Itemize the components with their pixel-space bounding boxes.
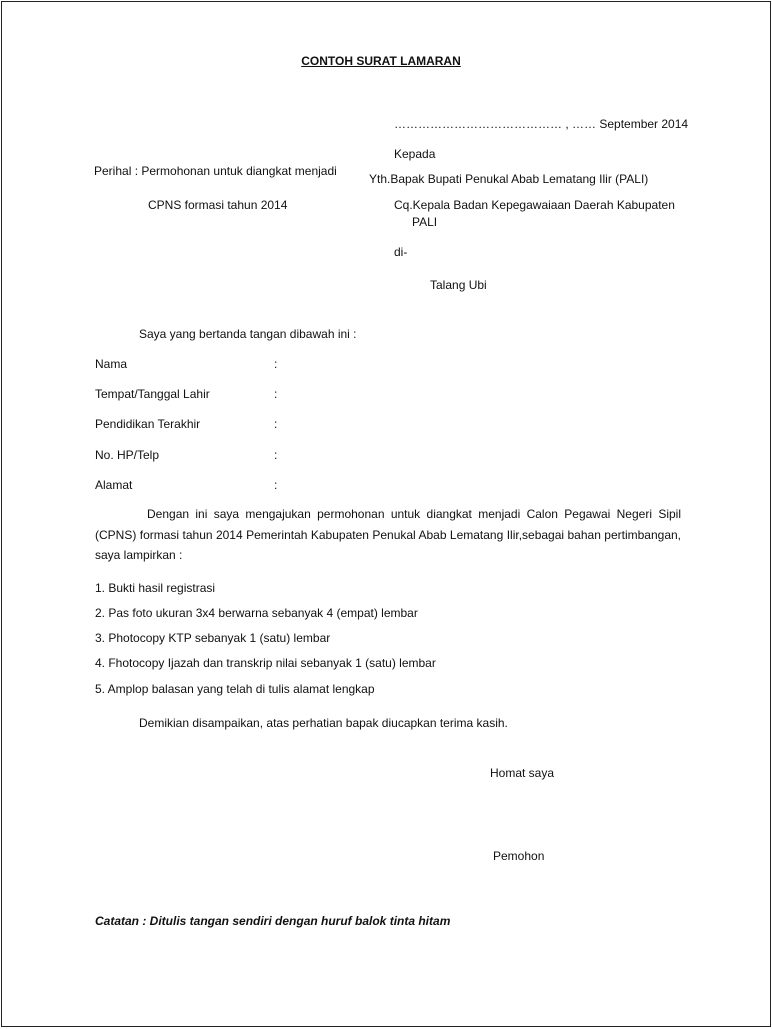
subject-continuation: CPNS formasi tahun 2014 xyxy=(148,198,288,212)
recipient-cq-line2: PALI xyxy=(412,215,438,229)
letter-page xyxy=(1,1,771,1027)
body-paragraph xyxy=(95,504,681,566)
date-line: …………………………………… , …… September 2014 xyxy=(394,117,689,131)
recipient-cq-line1: Cq.Kepala Badan Kepegawaiaan Daerah Kabupaten xyxy=(394,198,675,212)
closing-line: Demikian disampaikan, atas perhatian bapak diucapkan terima kasih. xyxy=(139,716,508,730)
letter-title: CONTOH SURAT LAMARAN xyxy=(301,54,461,68)
attachment-item-5: 5. Amplop balasan yang telah di tulis alamat lengkap xyxy=(95,682,375,696)
attachment-item-2: 2. Pas foto ukuran 3x4 berwarna sebanyak 4 (empat) lembar xyxy=(95,606,418,620)
field-label-telp: No. HP/Telp xyxy=(95,448,160,462)
field-label-pendidikan: Pendidikan Terakhir xyxy=(95,417,201,431)
field-colon-telp: : xyxy=(274,448,278,462)
intro-line: Saya yang bertanda tangan dibawah ini : xyxy=(139,327,357,341)
field-colon-pendidikan: : xyxy=(274,417,278,431)
field-colon-ttl: : xyxy=(274,387,278,401)
field-label-alamat: Alamat xyxy=(95,478,133,492)
field-label-nama: Nama xyxy=(95,357,128,371)
recipient-yth: Yth.Bapak Bupati Penukal Abab Lematang Ilir (PALI) xyxy=(369,172,649,186)
field-colon-alamat: : xyxy=(274,478,278,492)
pemohon-label: Pemohon xyxy=(493,849,545,863)
attachment-item-3: 3. Photocopy KTP sebanyak 1 (satu) lembar xyxy=(95,631,331,645)
subject-line: Perihal : Permohonan untuk diangkat menjadi xyxy=(94,164,337,178)
recipient-city: Talang Ubi xyxy=(430,278,487,292)
recipient-kepada: Kepada xyxy=(394,147,436,161)
note-line: Catatan : Ditulis tangan sendiri dengan huruf balok tinta hitam xyxy=(95,914,451,928)
field-label-ttl: Tempat/Tanggal Lahir xyxy=(95,387,210,401)
homat-saya: Homat saya xyxy=(490,766,555,780)
body-paragraph-text: Dengan ini saya mengajukan permohonan untuk diangkat menjadi Calon Pegawai Negeri Sipil (CPNS) formasi tahun 2014 Pemerintah Kabupaten Penukal Abab Lematang Ilir,sebagai bahan pertimbangan, saya lampirkan : xyxy=(95,507,681,562)
attachment-item-4: 4. Fhotocopy Ijazah dan transkrip nilai sebanyak 1 (satu) lembar xyxy=(95,656,436,670)
recipient-di: di- xyxy=(394,245,408,259)
field-colon-nama: : xyxy=(274,357,278,371)
attachment-item-1: 1. Bukti hasil registrasi xyxy=(95,581,216,595)
